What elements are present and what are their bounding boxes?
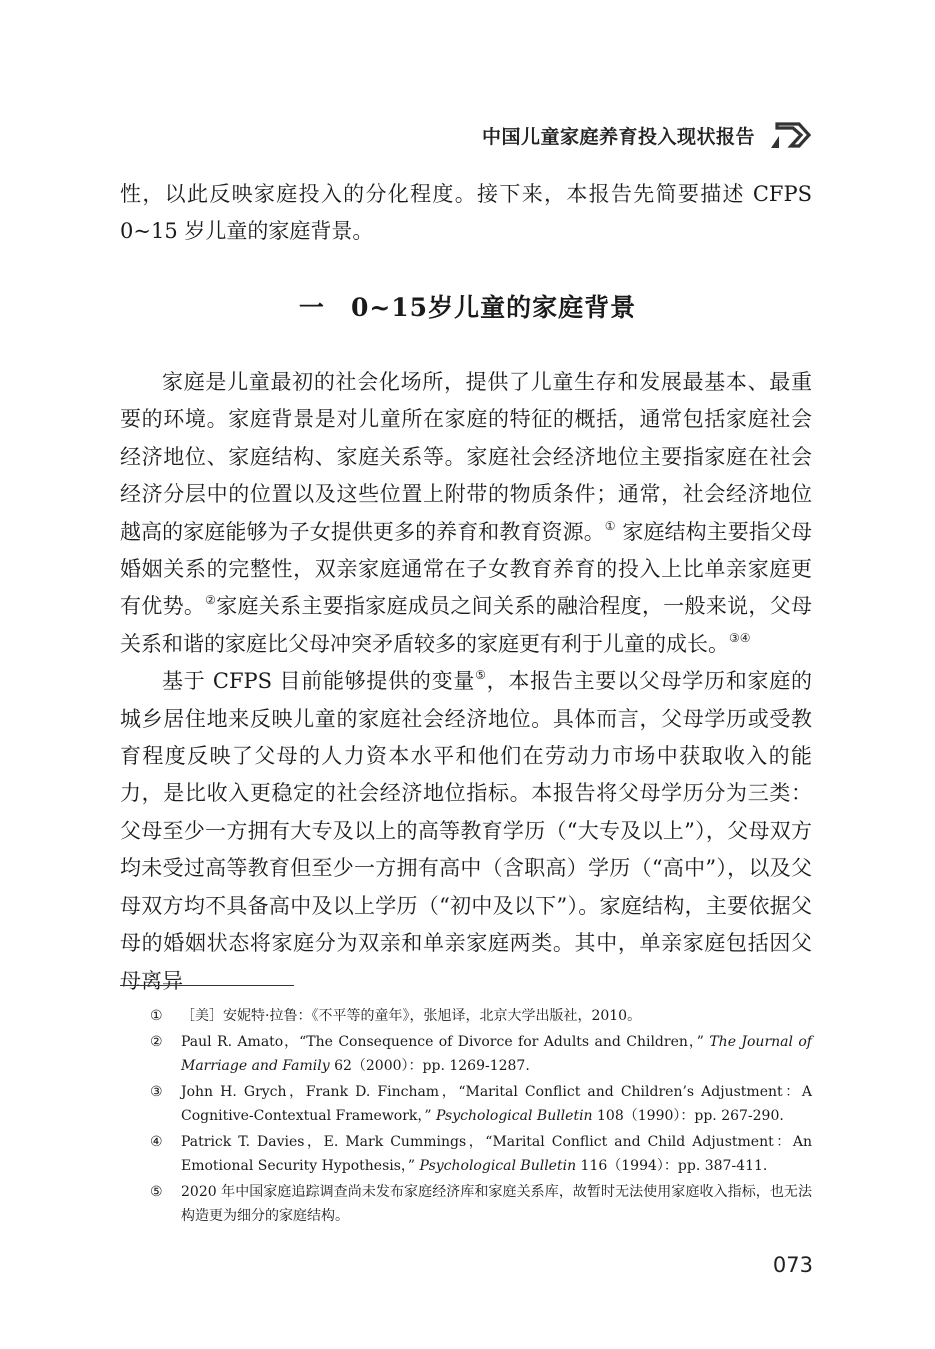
footnote-text — [181, 1130, 812, 1179]
footnote-pages: 62（2000）：pp. 1269-1287. — [329, 1058, 530, 1074]
footnote-pages: 108（1990）：pp. 267-290. — [592, 1108, 784, 1124]
paragraph-family-background — [120, 364, 812, 663]
paragraph1-sentence2: 家庭结构主要指父母婚姻关系的完整性，双亲家庭通常在子女教育养育的投入上比单亲家庭更有优势。 — [120, 519, 812, 619]
footnote-ref-2[interactable]: ② — [205, 593, 217, 608]
section-number: 一 — [298, 293, 325, 322]
footnote-text: ［美］安妮特·拉鲁：《不平等的童年》，张旭译，北京大学出版社，2010。 — [181, 1008, 642, 1024]
journal-title: Psychological Bulletin — [436, 1108, 593, 1124]
section-title: 0~15岁儿童的家庭背景 — [350, 293, 637, 322]
running-title: 中国儿童家庭养育投入现状报告 — [481, 125, 755, 148]
paragraph1-sentence1: 家庭是儿童最初的社会化场所，提供了儿童生存和发展最基本、最重要的环境。家庭背景是对儿童所在家庭的特征的概括，通常包括家庭社会经济地位、家庭结构、家庭关系等。家庭社会经济地位主要指家庭在社会经济分层中的位置以及这些位置上附带的物质条件；通常，社会经济地位越高的家庭能够为子女提供更多的养育和教育资源。 — [120, 370, 812, 544]
running-header — [482, 118, 813, 152]
footnote-item — [150, 1080, 812, 1129]
footnote-text — [181, 1030, 812, 1079]
footnote-mark: ⑤ — [150, 1183, 163, 1200]
footnote-item — [150, 1030, 812, 1079]
footnote-text — [181, 1080, 812, 1129]
footnote-ref-5[interactable]: ⑤ — [475, 668, 487, 683]
journal-title: The Journal of Marriage and Family — [181, 1033, 812, 1074]
footnote-mark: ④ — [150, 1133, 163, 1150]
section-heading — [0, 288, 935, 324]
footnote-citation: Paul R. Amato，“The Consequence of Divorce for Adults and Children，” — [181, 1033, 710, 1050]
journal-title: Psychological Bulletin — [419, 1158, 577, 1174]
paragraph2-sentence1: 基于 CFPS 目前能够提供的变量 — [162, 669, 476, 694]
footnote-mark: ① — [150, 1008, 163, 1024]
footnote-pages: 116（1994）：pp. 387-411. — [576, 1158, 768, 1174]
page-number: 073 — [772, 1253, 813, 1277]
footnote-item — [150, 1130, 812, 1179]
footnotes — [150, 1004, 812, 1230]
footnote-text: 2020 年中国家庭追踪调查尚未发布家庭经济库和家庭关系库，故暂时无法使用家庭收入指标，也无法构造更为细分的家庭结构。 — [181, 1183, 812, 1224]
footnote-divider — [120, 985, 294, 986]
footnote-mark: ② — [150, 1033, 163, 1050]
footnote-item — [150, 1180, 812, 1229]
intro-paragraph — [120, 176, 812, 251]
footnote-citation: Patrick T. Davies，E. Mark Cummings，“Marital Conflict and Child Adjustment：An Emotional Security Hypothesis，” — [181, 1133, 812, 1174]
footnote-ref-1[interactable]: ① — [604, 518, 616, 533]
footnote-item — [150, 1004, 812, 1029]
body-paragraphs — [120, 364, 812, 1000]
footnote-mark: ③ — [150, 1083, 163, 1100]
paragraph2-sentence2: ，本报告主要以父母学历和家庭的城乡居住地来反映儿童的家庭社会经济地位。具体而言，父母学历或受教育程度反映了父母的人力资本水平和他们在劳动力市场中获取收入的能力，是比收入更稳定的社会经济地位指标。本报告将父母学历分为三类：父母至少一方拥有大专及以上的高等教育学历（“大专及以上”），父母双方均未受过高等教育但至少一方拥有高中（含职高）学历（“高中”），以及父母双方均不具备高中及以上学历（“初中及以下”）。家庭结构，主要依据父母的婚姻状态将家庭分为双亲和单亲家庭两类。其中，单亲家庭包括因父母离异 — [120, 669, 812, 993]
footnote-ref-3-4[interactable]: ③④ — [729, 630, 751, 645]
paragraph-ses-measures — [120, 663, 812, 1000]
footnote-citation: John H. Grych，Frank D. Fincham，“Marital Conflict and Children’s Adjustment：A Cognitive-Contextual Framework，” — [181, 1083, 812, 1124]
intro-text: 性，以此反映家庭投入的分化程度。接下来，本报告先简要描述 CFPS 0~15 岁儿童的家庭背景。 — [120, 182, 812, 244]
chevron-logo-icon — [769, 118, 813, 152]
paragraph1-sentence3: 家庭关系主要指家庭成员之间关系的融洽程度，一般来说，父母关系和谐的家庭比父母冲突矛盾较多的家庭更有利于儿童的成长。 — [120, 594, 812, 656]
